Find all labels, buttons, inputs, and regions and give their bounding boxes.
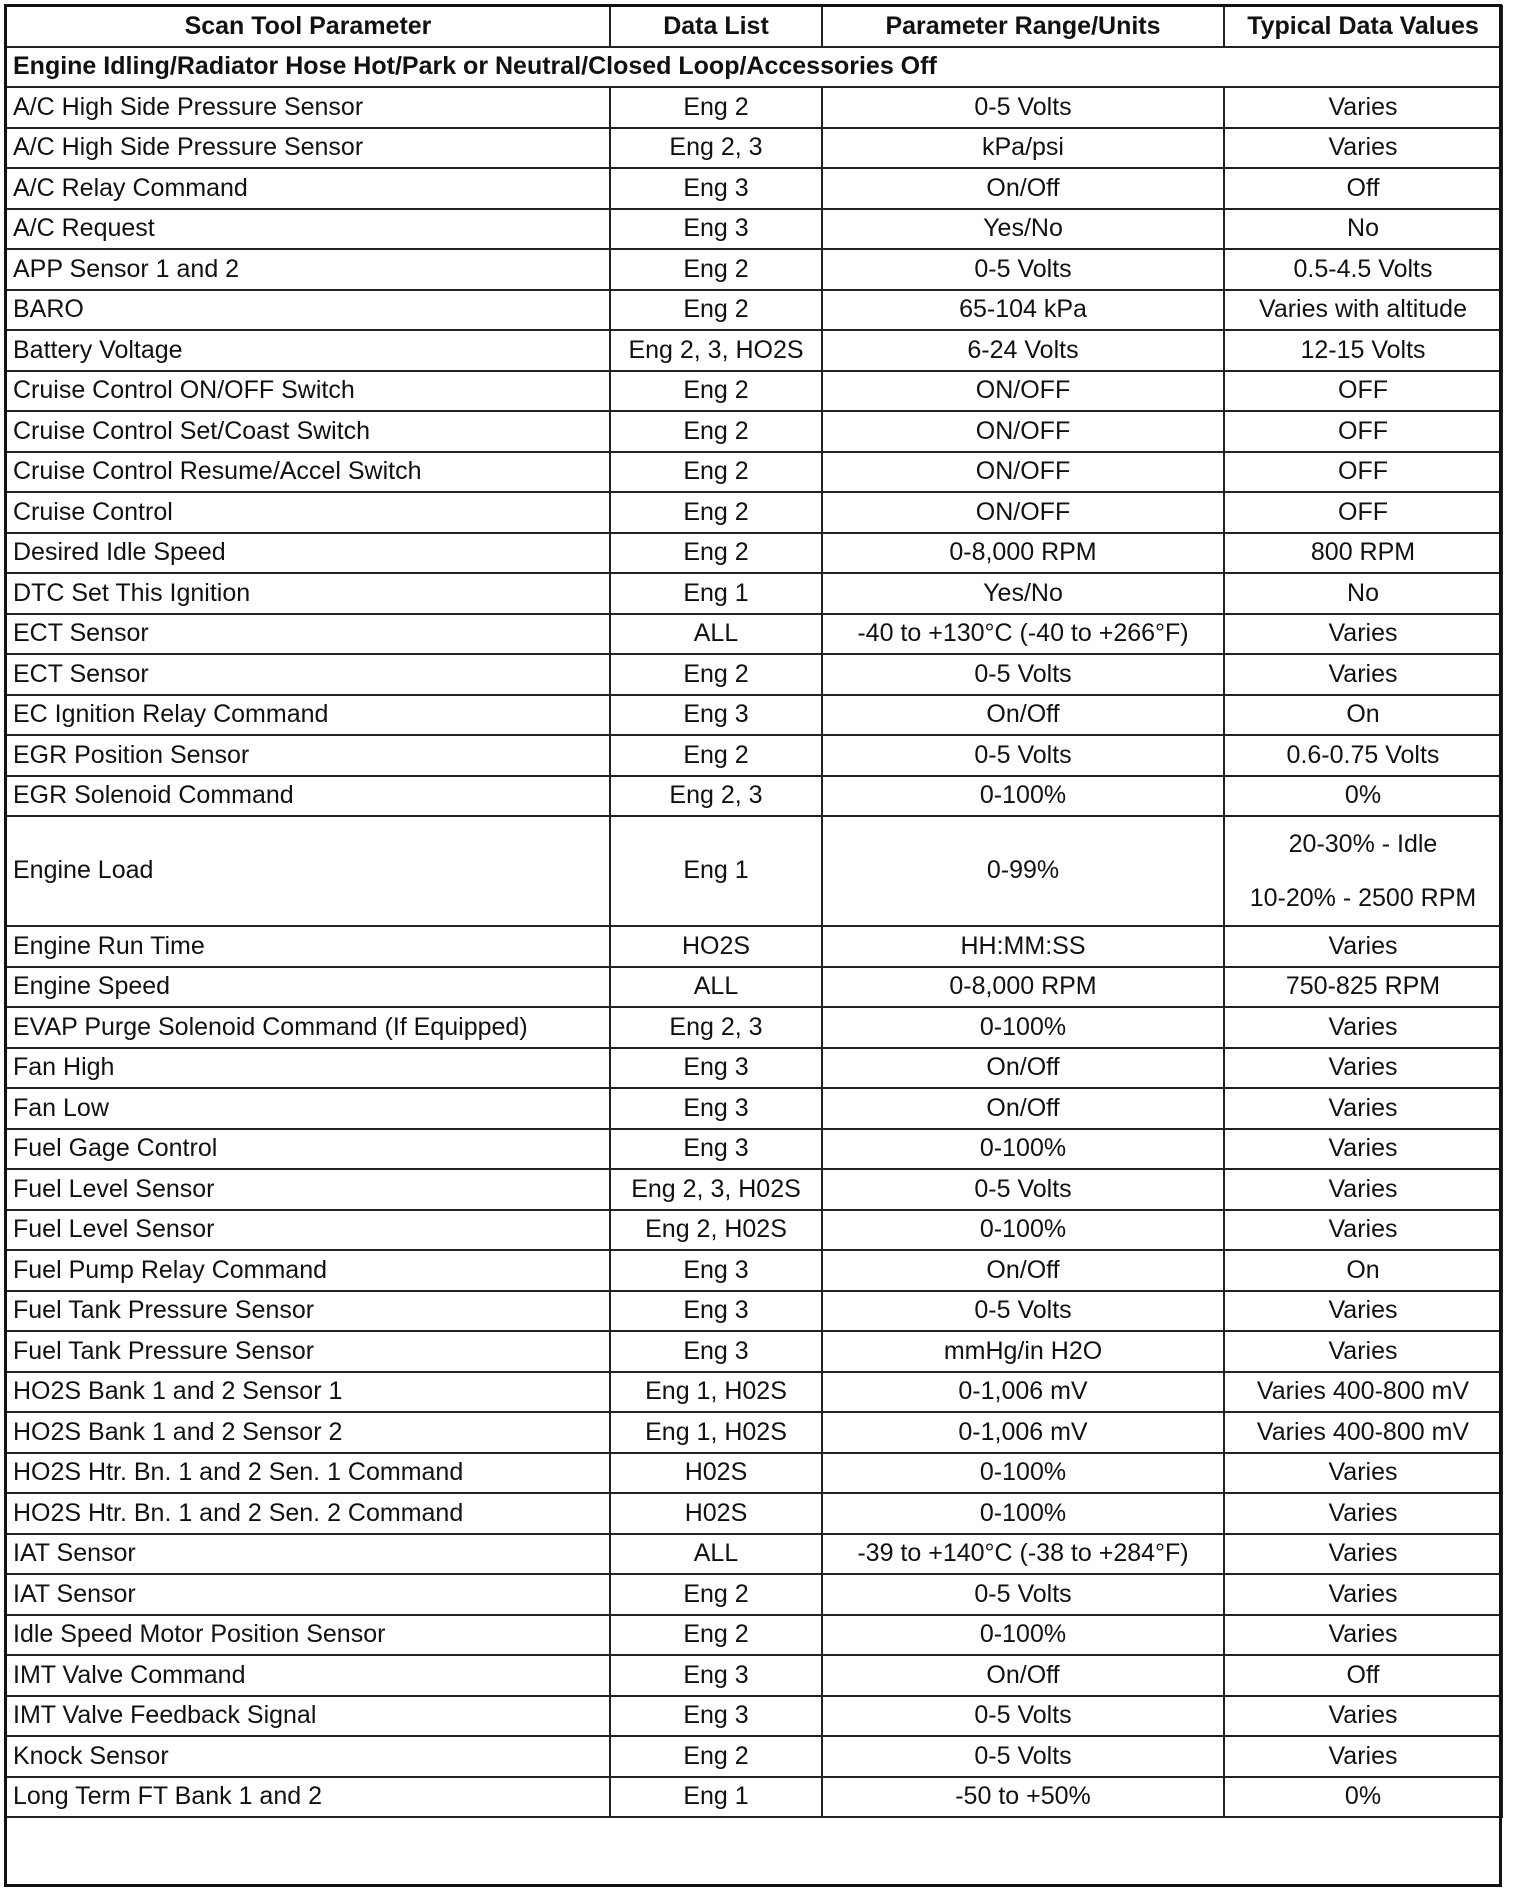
cell-parameter: EGR Solenoid Command xyxy=(6,776,610,817)
cell-data-list: Eng 2, 3 xyxy=(610,128,822,169)
cell-data-list: Eng 1 xyxy=(610,1777,822,1818)
cell-typical-values: Varies xyxy=(1224,87,1502,128)
cell-data-list: Eng 2, 3, HO2S xyxy=(610,330,822,371)
cell-parameter: ECT Sensor xyxy=(6,614,610,655)
cell-range-units: 0-5 Volts xyxy=(822,735,1224,776)
table-row xyxy=(6,1088,1502,1129)
cell-data-list: Eng 2, H02S xyxy=(610,1210,822,1251)
table-row xyxy=(6,654,1502,695)
cell-typical-values: Varies xyxy=(1224,1574,1502,1615)
cell-range-units: 0-99% xyxy=(822,816,1224,926)
cell-range-units: On/Off xyxy=(822,1048,1224,1089)
table-row xyxy=(6,1777,1502,1818)
cell-parameter: EGR Position Sensor xyxy=(6,735,610,776)
cell-data-list: Eng 2 xyxy=(610,371,822,412)
cell-parameter: APP Sensor 1 and 2 xyxy=(6,249,610,290)
cell-typical-values: Varies xyxy=(1224,1736,1502,1777)
cell-typical-values: Varies xyxy=(1224,1129,1502,1170)
cell-range-units: -50 to +50% xyxy=(822,1777,1224,1818)
cell-typical-values: Off xyxy=(1224,168,1502,209)
cell-range-units: 0-100% xyxy=(822,1129,1224,1170)
cell-range-units: 0-5 Volts xyxy=(822,654,1224,695)
cell-typical-values: 750-825 RPM xyxy=(1224,967,1502,1008)
cell-data-list: Eng 2 xyxy=(610,411,822,452)
table-row xyxy=(6,695,1502,736)
cell-parameter: A/C Request xyxy=(6,209,610,250)
table-row xyxy=(6,573,1502,614)
cell-parameter: Cruise Control Resume/Accel Switch xyxy=(6,452,610,493)
cell-parameter: HO2S Bank 1 and 2 Sensor 1 xyxy=(6,1372,610,1413)
cell-typical-values: 12-15 Volts xyxy=(1224,330,1502,371)
cell-parameter: DTC Set This Ignition xyxy=(6,573,610,614)
cell-data-list: Eng 3 xyxy=(610,1250,822,1291)
cell-range-units: 0-8,000 RPM xyxy=(822,967,1224,1008)
table-row xyxy=(6,330,1502,371)
cell-data-list: Eng 2 xyxy=(610,492,822,533)
table-row xyxy=(6,533,1502,574)
table-row xyxy=(6,1007,1502,1048)
cell-range-units: 0-1,006 mV xyxy=(822,1412,1224,1453)
cell-parameter: Engine Speed xyxy=(6,967,610,1008)
cell-typical-values: 0.6-0.75 Volts xyxy=(1224,735,1502,776)
cell-data-list: Eng 3 xyxy=(610,209,822,250)
cell-parameter: A/C Relay Command xyxy=(6,168,610,209)
header-data-list: Data List xyxy=(610,6,822,47)
cell-parameter: IMT Valve Feedback Signal xyxy=(6,1696,610,1737)
table-row xyxy=(6,816,1502,926)
cell-range-units: Yes/No xyxy=(822,573,1224,614)
table-row xyxy=(6,1453,1502,1494)
table-row xyxy=(6,411,1502,452)
cell-data-list: Eng 1, H02S xyxy=(610,1412,822,1453)
cell-range-units: 0-5 Volts xyxy=(822,1574,1224,1615)
table-row xyxy=(6,87,1502,128)
cell-parameter: HO2S Htr. Bn. 1 and 2 Sen. 2 Command xyxy=(6,1493,610,1534)
cell-parameter: Idle Speed Motor Position Sensor xyxy=(6,1615,610,1656)
cell-data-list: Eng 3 xyxy=(610,1048,822,1089)
cell-range-units: Yes/No xyxy=(822,209,1224,250)
cell-typical-values: OFF xyxy=(1224,492,1502,533)
table-row xyxy=(6,1291,1502,1332)
cell-range-units: 0-5 Volts xyxy=(822,1696,1224,1737)
cell-range-units: 0-5 Volts xyxy=(822,87,1224,128)
cell-range-units: 0-100% xyxy=(822,1493,1224,1534)
cell-range-units: On/Off xyxy=(822,1088,1224,1129)
cell-typical-values: Varies xyxy=(1224,926,1502,967)
cell-typical-values: Varies xyxy=(1224,654,1502,695)
cell-typical-values: Varies xyxy=(1224,1493,1502,1534)
table-row xyxy=(6,967,1502,1008)
table-row xyxy=(6,735,1502,776)
cell-data-list: ALL xyxy=(610,1534,822,1575)
cell-parameter: BARO xyxy=(6,290,610,331)
cell-typical-values: Varies 400-800 mV xyxy=(1224,1412,1502,1453)
table-row xyxy=(6,209,1502,250)
cell-range-units: ON/OFF xyxy=(822,492,1224,533)
cell-data-list: Eng 2 xyxy=(610,249,822,290)
cell-range-units: On/Off xyxy=(822,168,1224,209)
cell-parameter: Fuel Level Sensor xyxy=(6,1169,610,1210)
table-row xyxy=(6,1169,1502,1210)
cell-parameter: Engine Load xyxy=(6,816,610,926)
table-row xyxy=(6,614,1502,655)
table-row xyxy=(6,1615,1502,1656)
cell-parameter: IMT Valve Command xyxy=(6,1655,610,1696)
cell-data-list: Eng 2 xyxy=(610,1574,822,1615)
cell-range-units: 0-1,006 mV xyxy=(822,1372,1224,1413)
cell-typical-values: Varies xyxy=(1224,1048,1502,1089)
cell-range-units: ON/OFF xyxy=(822,452,1224,493)
cell-parameter: Knock Sensor xyxy=(6,1736,610,1777)
cell-data-list: Eng 3 xyxy=(610,1696,822,1737)
header-range-units: Parameter Range/Units xyxy=(822,6,1224,47)
cell-typical-values: Varies xyxy=(1224,1210,1502,1251)
cell-data-list: ALL xyxy=(610,614,822,655)
cell-typical-values: Varies xyxy=(1224,1291,1502,1332)
cell-parameter: IAT Sensor xyxy=(6,1534,610,1575)
table-row xyxy=(6,776,1502,817)
cell-typical-values: Varies with altitude xyxy=(1224,290,1502,331)
cell-data-list: Eng 3 xyxy=(610,1129,822,1170)
cell-parameter: Fuel Gage Control xyxy=(6,1129,610,1170)
cell-typical-values: OFF xyxy=(1224,452,1502,493)
table-row xyxy=(6,1372,1502,1413)
cell-range-units: 0-8,000 RPM xyxy=(822,533,1224,574)
cell-range-units: On/Off xyxy=(822,1250,1224,1291)
table-row xyxy=(6,290,1502,331)
cell-typical-values: On xyxy=(1224,1250,1502,1291)
header-typical-values: Typical Data Values xyxy=(1224,6,1502,47)
cell-typical-values: OFF xyxy=(1224,411,1502,452)
cell-typical-values: 0% xyxy=(1224,1777,1502,1818)
cell-data-list: Eng 2 xyxy=(610,290,822,331)
table-row xyxy=(6,492,1502,533)
cell-parameter: ECT Sensor xyxy=(6,654,610,695)
cell-typical-values: 0% xyxy=(1224,776,1502,817)
section-title: Engine Idling/Radiator Hose Hot/Park or Neutral/Closed Loop/Accessories Off xyxy=(6,47,1502,88)
cell-typical-values: Varies xyxy=(1224,1615,1502,1656)
cell-data-list: Eng 2, 3 xyxy=(610,776,822,817)
cell-range-units: ON/OFF xyxy=(822,411,1224,452)
cell-data-list: Eng 2, 3, H02S xyxy=(610,1169,822,1210)
cell-parameter: Cruise Control Set/Coast Switch xyxy=(6,411,610,452)
cell-data-list: Eng 2 xyxy=(610,1736,822,1777)
cell-typical-values: No xyxy=(1224,209,1502,250)
table-row xyxy=(6,1331,1502,1372)
cell-parameter: A/C High Side Pressure Sensor xyxy=(6,87,610,128)
table-row xyxy=(6,371,1502,412)
cell-range-units: HH:MM:SS xyxy=(822,926,1224,967)
cell-parameter: EC Ignition Relay Command xyxy=(6,695,610,736)
section-row xyxy=(6,47,1502,88)
table-row xyxy=(6,249,1502,290)
cell-parameter: HO2S Bank 1 and 2 Sensor 2 xyxy=(6,1412,610,1453)
cell-range-units: On/Off xyxy=(822,695,1224,736)
cell-data-list: Eng 2 xyxy=(610,654,822,695)
table-row xyxy=(6,1736,1502,1777)
cell-range-units: 0-100% xyxy=(822,1007,1224,1048)
cell-typical-values: Varies 400-800 mV xyxy=(1224,1372,1502,1413)
cell-range-units: 0-100% xyxy=(822,1615,1224,1656)
table-row xyxy=(6,128,1502,169)
table-row xyxy=(6,1655,1502,1696)
cell-range-units: mmHg/in H2O xyxy=(822,1331,1224,1372)
cell-parameter: Fuel Tank Pressure Sensor xyxy=(6,1291,610,1332)
cell-range-units: -39 to +140°C (-38 to +284°F) xyxy=(822,1534,1224,1575)
cell-parameter: Long Term FT Bank 1 and 2 xyxy=(6,1777,610,1818)
table-row xyxy=(6,1048,1502,1089)
header-row xyxy=(6,6,1502,47)
table-row xyxy=(6,452,1502,493)
cell-parameter: IAT Sensor xyxy=(6,1574,610,1615)
table-row xyxy=(6,1493,1502,1534)
cell-range-units: 0-5 Volts xyxy=(822,1291,1224,1332)
cell-typical-values: Varies xyxy=(1224,1453,1502,1494)
header-parameter: Scan Tool Parameter xyxy=(6,6,610,47)
cell-range-units: 0-5 Volts xyxy=(822,249,1224,290)
scan-tool-data-table xyxy=(5,5,1503,1818)
cell-data-list: Eng 3 xyxy=(610,695,822,736)
cell-data-list: H02S xyxy=(610,1453,822,1494)
cell-range-units: 0-100% xyxy=(822,1453,1224,1494)
table-row xyxy=(6,1574,1502,1615)
cell-data-list: Eng 1 xyxy=(610,816,822,926)
cell-range-units: 0-5 Volts xyxy=(822,1169,1224,1210)
cell-range-units: -40 to +130°C (-40 to +266°F) xyxy=(822,614,1224,655)
cell-typical-values: Varies xyxy=(1224,128,1502,169)
cell-parameter: Fuel Tank Pressure Sensor xyxy=(6,1331,610,1372)
cell-data-list: Eng 2, 3 xyxy=(610,1007,822,1048)
cell-data-list: Eng 2 xyxy=(610,735,822,776)
cell-parameter: EVAP Purge Solenoid Command (If Equipped) xyxy=(6,1007,610,1048)
table-row xyxy=(6,1412,1502,1453)
cell-typical-values: Varies xyxy=(1224,1534,1502,1575)
table-row xyxy=(6,168,1502,209)
cell-parameter: Battery Voltage xyxy=(6,330,610,371)
cell-parameter: Fan Low xyxy=(6,1088,610,1129)
typical-value-line-2: 10-20% - 2500 RPM xyxy=(1249,884,1477,912)
cell-data-list: Eng 1, H02S xyxy=(610,1372,822,1413)
cell-typical-values: Varies xyxy=(1224,1331,1502,1372)
cell-range-units: 0-100% xyxy=(822,1210,1224,1251)
cell-typical-values: 800 RPM xyxy=(1224,533,1502,574)
cell-parameter: HO2S Htr. Bn. 1 and 2 Sen. 1 Command xyxy=(6,1453,610,1494)
cell-parameter: Engine Run Time xyxy=(6,926,610,967)
cell-typical-values: Varies xyxy=(1224,1169,1502,1210)
cell-data-list: Eng 3 xyxy=(610,1088,822,1129)
cell-typical-values: Off xyxy=(1224,1655,1502,1696)
cell-data-list: Eng 2 xyxy=(610,1615,822,1656)
cell-typical-values xyxy=(1224,816,1502,926)
cell-data-list: Eng 3 xyxy=(610,1331,822,1372)
table-row xyxy=(6,1129,1502,1170)
cell-typical-values: Varies xyxy=(1224,614,1502,655)
cell-typical-values: On xyxy=(1224,695,1502,736)
cell-data-list: Eng 2 xyxy=(610,452,822,493)
cell-range-units: 0-100% xyxy=(822,776,1224,817)
cell-data-list: Eng 3 xyxy=(610,1291,822,1332)
cell-typical-values: Varies xyxy=(1224,1007,1502,1048)
cell-data-list: ALL xyxy=(610,967,822,1008)
cell-data-list: Eng 1 xyxy=(610,573,822,614)
cell-parameter: Fan High xyxy=(6,1048,610,1089)
table-row xyxy=(6,1534,1502,1575)
cell-range-units: kPa/psi xyxy=(822,128,1224,169)
cell-data-list: HO2S xyxy=(610,926,822,967)
cell-data-list: Eng 3 xyxy=(610,168,822,209)
table-row xyxy=(6,1250,1502,1291)
cell-data-list: Eng 2 xyxy=(610,87,822,128)
cell-range-units: On/Off xyxy=(822,1655,1224,1696)
cell-typical-values: No xyxy=(1224,573,1502,614)
cell-parameter: A/C High Side Pressure Sensor xyxy=(6,128,610,169)
table-row xyxy=(6,926,1502,967)
cell-range-units: ON/OFF xyxy=(822,371,1224,412)
cell-parameter: Cruise Control xyxy=(6,492,610,533)
cell-data-list: H02S xyxy=(610,1493,822,1534)
cell-range-units: 65-104 kPa xyxy=(822,290,1224,331)
cell-range-units: 0-5 Volts xyxy=(822,1736,1224,1777)
cell-parameter: Desired Idle Speed xyxy=(6,533,610,574)
table-row xyxy=(6,1696,1502,1737)
cell-parameter: Cruise Control ON/OFF Switch xyxy=(6,371,610,412)
table-row xyxy=(6,1210,1502,1251)
cell-range-units: 6-24 Volts xyxy=(822,330,1224,371)
cell-data-list: Eng 2 xyxy=(610,533,822,574)
cell-typical-values: Varies xyxy=(1224,1088,1502,1129)
cell-data-list: Eng 3 xyxy=(610,1655,822,1696)
cell-typical-values: Varies xyxy=(1224,1696,1502,1737)
cell-parameter: Fuel Level Sensor xyxy=(6,1210,610,1251)
cell-typical-values: 0.5-4.5 Volts xyxy=(1224,249,1502,290)
cell-typical-values: OFF xyxy=(1224,371,1502,412)
cell-parameter: Fuel Pump Relay Command xyxy=(6,1250,610,1291)
typical-value-line-1: 20-30% - Idle xyxy=(1288,830,1438,858)
